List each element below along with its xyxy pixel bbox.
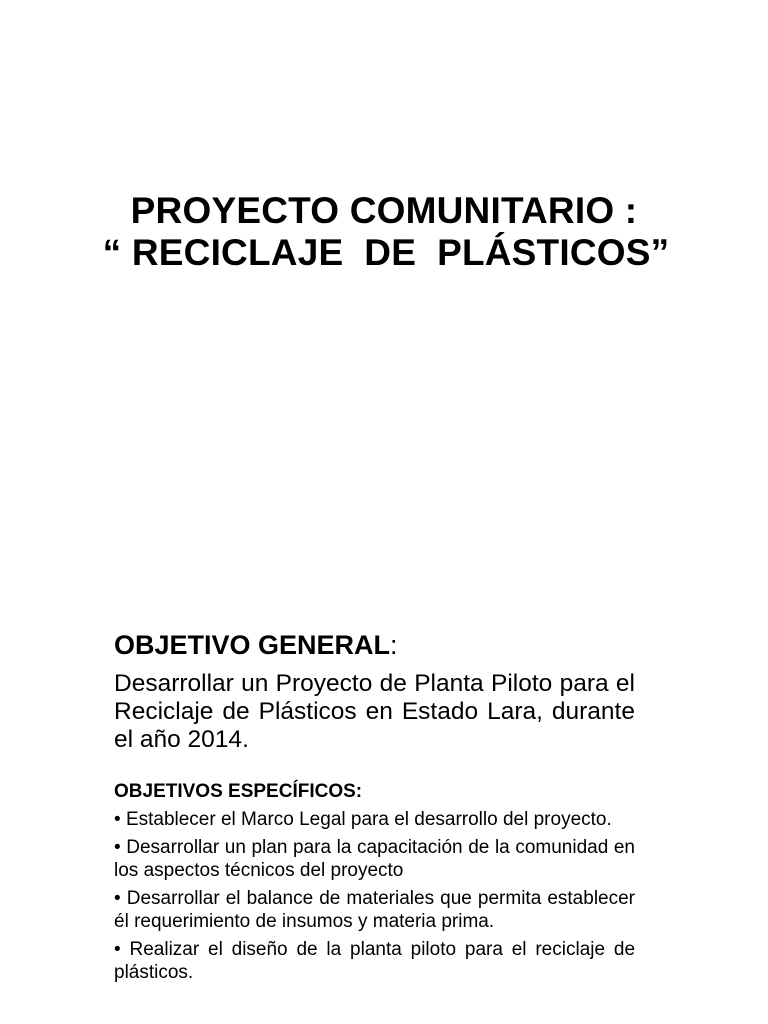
general-objective-heading-text: OBJETIVO GENERAL	[114, 630, 391, 660]
bullet-icon: •	[114, 809, 121, 830]
bullet-icon: •	[114, 837, 121, 858]
objectives-section	[114, 628, 635, 989]
list-item-text: Desarrollar el balance de materiales que permita establecer él requerimiento de insumos y materia prima.	[114, 888, 636, 932]
general-objective-text: Desarrollar un Proyecto de Planta Piloto para el Reciclaje de Plásticos en Estado Lara, durante el año 2014.	[114, 670, 635, 753]
list-item	[114, 808, 635, 831]
list-item	[114, 836, 635, 882]
page-title	[0, 190, 768, 274]
general-objective-colon: :	[390, 630, 398, 660]
bullet-icon: •	[114, 939, 121, 960]
general-objective-heading	[114, 628, 635, 662]
list-item-text: Realizar el diseño de la planta piloto para el reciclaje de plásticos.	[114, 939, 636, 983]
list-item	[114, 938, 635, 984]
list-item	[114, 887, 635, 933]
title-line-2: “ RECICLAJE DE PLÁSTICOS”	[102, 232, 670, 273]
list-item-text: Desarrollar un plan para la capacitación de la comunidad en los aspectos técnicos del proyecto	[114, 837, 635, 881]
specific-objectives-heading: OBJETIVOS ESPECÍFICOS:	[114, 781, 363, 802]
specific-objectives-list	[114, 808, 635, 984]
list-item-text: Establecer el Marco Legal para el desarrollo del proyecto.	[125, 809, 612, 830]
title-line-1: PROYECTO COMUNITARIO :	[130, 190, 638, 231]
bullet-icon: •	[114, 888, 121, 909]
